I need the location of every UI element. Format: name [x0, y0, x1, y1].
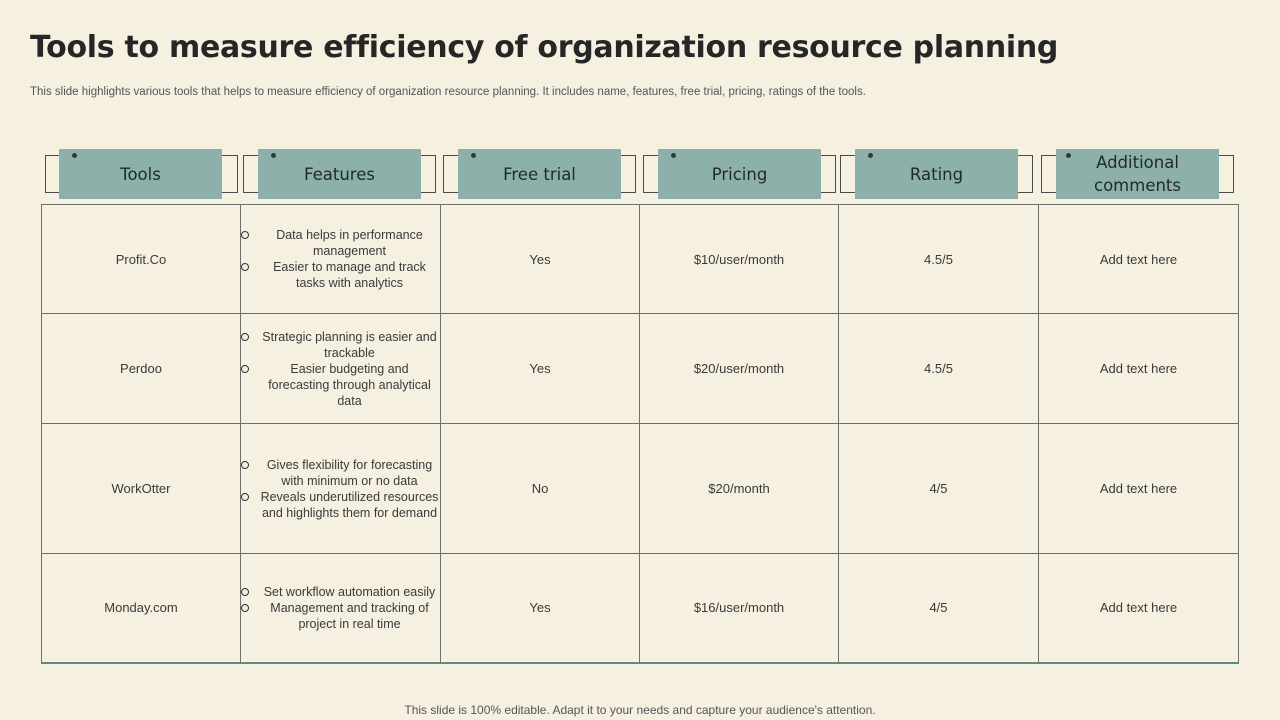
rating-cell: 4/5 [839, 554, 1039, 663]
pin-icon [72, 153, 77, 158]
pin-icon [868, 153, 873, 158]
feature-item: Strategic planning is easier and trackable [241, 329, 440, 361]
page-subtitle: This slide highlights various tools that helps to measure efficiency of organization resource planning. It includes name, features, free trial, pricing, ratings of the tools. [30, 86, 866, 98]
header-rating: Rating [855, 149, 1018, 199]
features-cell [241, 314, 441, 424]
page-title: Tools to measure efficiency of organization resource planning [30, 30, 1059, 65]
comments-cell: Add text here [1039, 205, 1239, 314]
free-trial-cell: Yes [441, 554, 640, 663]
tools-table [41, 204, 1239, 664]
header-free-trial: Free trial [458, 149, 621, 199]
free-trial-cell: Yes [441, 205, 640, 314]
feature-item: Data helps in performance management [241, 227, 440, 259]
rating-cell: 4.5/5 [839, 205, 1039, 314]
pricing-cell: $16/user/month [640, 554, 839, 663]
comments-cell: Add text here [1039, 314, 1239, 424]
table-row [42, 424, 1239, 554]
pin-icon [271, 153, 276, 158]
features-cell [241, 424, 441, 554]
feature-item: Set workflow automation easily [241, 584, 440, 600]
tool-name: Monday.com [42, 554, 241, 663]
header-pricing: Pricing [658, 149, 821, 199]
header-features: Features [258, 149, 421, 199]
tool-name: Perdoo [42, 314, 241, 424]
pricing-cell: $10/user/month [640, 205, 839, 314]
rating-cell: 4.5/5 [839, 314, 1039, 424]
feature-item: Gives flexibility for forecasting with minimum or no data [241, 457, 440, 489]
comments-cell: Add text here [1039, 554, 1239, 663]
feature-item: Management and tracking of project in real time [241, 600, 440, 632]
pin-icon [471, 153, 476, 158]
features-cell [241, 205, 441, 314]
feature-item: Reveals underutilized resources and highlights them for demand [241, 489, 440, 521]
pin-icon [1066, 153, 1071, 158]
pin-icon [671, 153, 676, 158]
pricing-cell: $20/user/month [640, 314, 839, 424]
free-trial-cell: Yes [441, 314, 640, 424]
footer-note: This slide is 100% editable. Adapt it to your needs and capture your audience's attention. [404, 703, 876, 717]
feature-item: Easier budgeting and forecasting through analytical data [241, 361, 440, 409]
header-additional-comments: Additional comments [1056, 149, 1219, 199]
table-row [42, 554, 1239, 663]
header-tools: Tools [59, 149, 222, 199]
rating-cell: 4/5 [839, 424, 1039, 554]
features-cell [241, 554, 441, 663]
free-trial-cell: No [441, 424, 640, 554]
pricing-cell: $20/month [640, 424, 839, 554]
feature-item: Easier to manage and track tasks with analytics [241, 259, 440, 291]
table-row [42, 205, 1239, 314]
comments-cell: Add text here [1039, 424, 1239, 554]
table-row [42, 314, 1239, 424]
tool-name: WorkOtter [42, 424, 241, 554]
tool-name: Profit.Co [42, 205, 241, 314]
